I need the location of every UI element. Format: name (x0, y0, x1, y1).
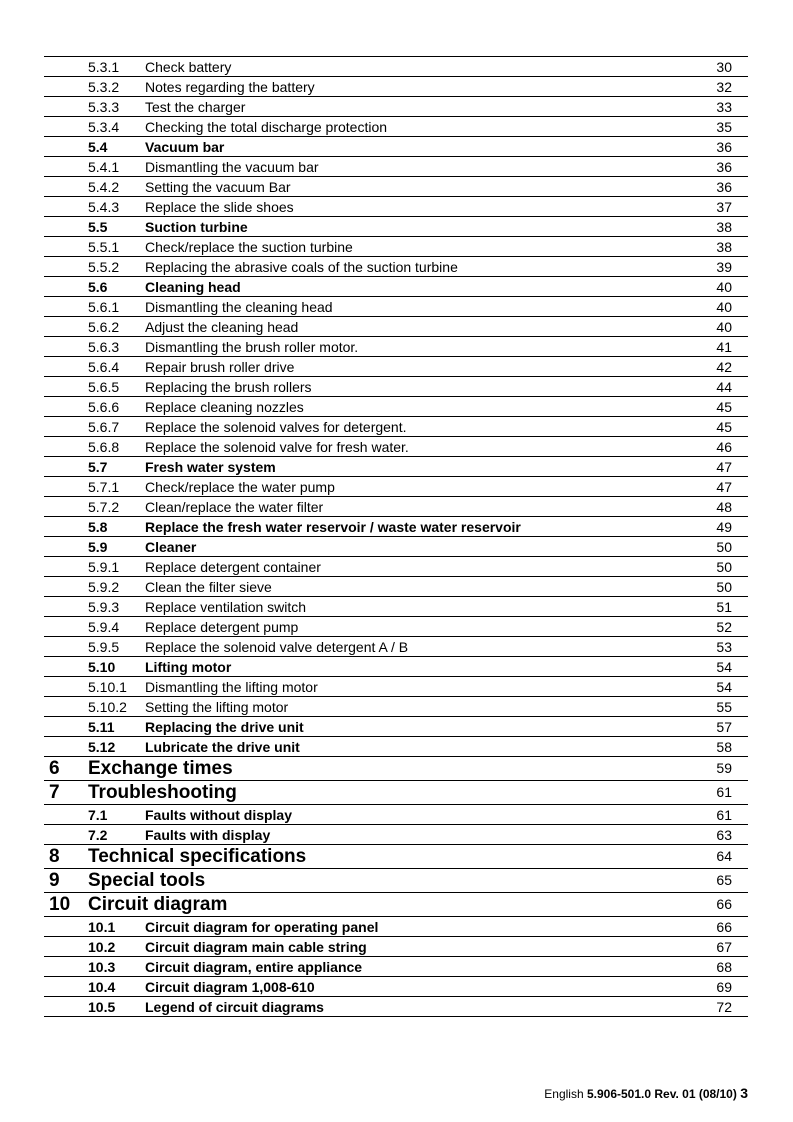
toc-entry[interactable] (44, 217, 748, 237)
toc-entry-page: 37 (716, 199, 732, 215)
toc-entry[interactable] (44, 417, 748, 437)
toc-entry-number: 5.9.1 (88, 559, 120, 575)
toc-entry-number: 5.7.1 (88, 479, 120, 495)
toc-entry[interactable] (44, 517, 748, 537)
toc-entry-page: 40 (716, 319, 732, 335)
toc-entry-page: 38 (716, 219, 732, 235)
toc-entry-title: Replacing the brush rollers (145, 379, 312, 395)
toc-entry-number: 5.9.2 (88, 579, 120, 595)
toc-entry[interactable] (44, 117, 748, 137)
toc-entry-number: 5.7.2 (88, 499, 120, 515)
toc-entry[interactable] (44, 257, 748, 277)
toc-entry-number: 5.6.4 (88, 359, 120, 375)
toc-entry-number: 7.2 (88, 827, 108, 843)
toc-entry-title: Test the charger (145, 99, 246, 115)
toc-entry-page: 57 (716, 719, 732, 735)
toc-entry-page: 48 (716, 499, 732, 515)
toc-entry[interactable] (44, 497, 748, 517)
toc-entry[interactable] (44, 805, 748, 825)
toc-entry-title: Replacing the abrasive coals of the suction turbine (145, 259, 458, 275)
toc-entry-page: 54 (716, 659, 732, 675)
toc-entry-page: 50 (716, 539, 732, 555)
toc-entry-page: 65 (716, 872, 732, 888)
toc-entry-title: Lifting motor (145, 659, 232, 675)
toc-entry[interactable] (44, 677, 748, 697)
toc-entry-title: Clean/replace the water filter (145, 499, 324, 515)
toc-entry[interactable] (44, 657, 748, 677)
toc-entry[interactable] (44, 697, 748, 717)
toc-entry[interactable] (44, 957, 748, 977)
toc-entry[interactable] (44, 397, 748, 417)
toc-entry[interactable] (44, 893, 748, 917)
toc-entry-number: 7.1 (88, 807, 108, 823)
toc-entry-number: 10 (49, 894, 71, 915)
toc-entry[interactable] (44, 97, 748, 117)
toc-entry-number: 5.6.2 (88, 319, 120, 335)
toc-entry-title: Replace cleaning nozzles (145, 399, 304, 415)
toc-entry-page: 66 (716, 896, 732, 912)
toc-entry-page: 44 (716, 379, 732, 395)
toc-entry-page: 52 (716, 619, 732, 635)
toc-entry-number: 5.4.3 (88, 199, 120, 215)
toc-entry-page: 30 (716, 59, 732, 75)
toc-entry-number: 5.7 (88, 459, 108, 475)
toc-entry[interactable] (44, 437, 748, 457)
toc-entry-title: Replace the solenoid valves for detergent. (145, 419, 407, 435)
toc-entry[interactable] (44, 537, 748, 557)
toc-entry[interactable] (44, 781, 748, 805)
toc-entry-number: 5.6.6 (88, 399, 120, 415)
toc-entry-title: Replace detergent container (145, 559, 321, 575)
footer-language: English (544, 1087, 584, 1101)
toc-entry-page: 69 (716, 979, 732, 995)
toc-entry-number: 5.5 (88, 219, 108, 235)
toc-entry-title: Replace the solenoid valve detergent A / B (145, 639, 409, 655)
toc-entry-title: Replace the slide shoes (145, 199, 294, 215)
toc-entry-title: Replace the fresh water reservoir / waste water reservoir (145, 519, 521, 535)
toc-entry-title: Replace ventilation switch (145, 599, 307, 615)
toc-entry-title: Cleaning head (145, 279, 241, 295)
toc-entry-number: 7 (49, 782, 60, 803)
toc-entry-page: 51 (716, 599, 732, 615)
toc-entry-title: Replacing the drive unit (145, 719, 304, 735)
footer-document-number: 5.906-501.0 Rev. 01 (08/10) (586, 1087, 737, 1101)
toc-entry-title: Troubleshooting (88, 782, 237, 803)
toc-entry-title: Circuit diagram for operating panel (145, 919, 379, 935)
toc-entry[interactable] (44, 577, 748, 597)
toc-entry-page: 45 (716, 399, 732, 415)
toc-entry-number: 6 (49, 758, 60, 779)
toc-entry-number: 5.6 (88, 279, 108, 295)
toc-entry-page: 68 (716, 959, 732, 975)
toc-entry-page: 35 (716, 119, 732, 135)
toc-entry[interactable] (44, 845, 748, 869)
toc-entry-page: 64 (716, 848, 732, 864)
toc-entry-title: Checking the total discharge protection (145, 119, 388, 135)
toc-entry[interactable] (44, 825, 748, 845)
toc-entry-title: Setting the lifting motor (145, 699, 289, 715)
toc-entry-title: Dismantling the cleaning head (145, 299, 333, 315)
toc-entry-title: Clean the filter sieve (145, 579, 272, 595)
toc-entry-title: Replace the solenoid valve for fresh water. (145, 439, 409, 455)
toc-entry-title: Fresh water system (145, 459, 276, 475)
toc-entry-number: 5.8 (88, 519, 108, 535)
toc-entry-title: Legend of circuit diagrams (145, 999, 324, 1015)
toc-entry-number: 5.11 (88, 719, 115, 735)
toc-entry[interactable] (44, 357, 748, 377)
toc-entry[interactable] (44, 869, 748, 893)
toc-entry-title: Dismantling the vacuum bar (145, 159, 319, 175)
toc-entry[interactable] (44, 337, 748, 357)
toc-entry-page: 61 (716, 807, 732, 823)
toc-entry[interactable] (44, 477, 748, 497)
toc-entry-title: Dismantling the lifting motor (145, 679, 318, 695)
table-of-contents (44, 56, 748, 1017)
toc-entry-title: Lubricate the drive unit (145, 739, 300, 755)
toc-entry-page: 72 (716, 999, 732, 1015)
toc-entry-title: Adjust the cleaning head (145, 319, 299, 335)
toc-entry-number: 10.4 (88, 979, 116, 995)
toc-entry-page: 58 (716, 739, 732, 755)
toc-entry-title: Suction turbine (145, 219, 248, 235)
toc-entry-page: 33 (716, 99, 732, 115)
toc-entry[interactable] (44, 77, 748, 97)
toc-entry-title: Replace detergent pump (145, 619, 299, 635)
footer-page-number: 3 (740, 1085, 748, 1101)
toc-entry[interactable] (44, 717, 748, 737)
toc-entry-number: 5.5.1 (88, 239, 120, 255)
toc-entry[interactable] (44, 297, 748, 317)
toc-entry-number: 5.6.5 (88, 379, 120, 395)
toc-entry-page: 67 (716, 939, 732, 955)
toc-entry[interactable] (44, 137, 748, 157)
toc-entry-page: 46 (716, 439, 732, 455)
toc-entry-title: Special tools (88, 870, 206, 891)
toc-entry[interactable] (44, 277, 748, 297)
toc-entry-number: 10.5 (88, 999, 116, 1015)
toc-entry-page: 63 (716, 827, 732, 843)
toc-entry[interactable] (44, 617, 748, 637)
toc-entry-page: 47 (716, 459, 732, 475)
toc-entry-number: 5.10.1 (88, 679, 127, 695)
toc-entry-number: 5.4.1 (88, 159, 120, 175)
toc-entry-title: Check/replace the suction turbine (145, 239, 353, 255)
toc-entry-number: 5.9.5 (88, 639, 120, 655)
toc-entry[interactable] (44, 597, 748, 617)
toc-entry[interactable] (44, 177, 748, 197)
toc-entry-title: Dismantling the brush roller motor. (145, 339, 359, 355)
toc-entry-number: 5.9 (88, 539, 108, 555)
toc-entry-page: 55 (716, 699, 732, 715)
toc-entry-title: Vacuum bar (145, 139, 225, 155)
toc-entry-number: 8 (49, 846, 60, 867)
toc-entry-page: 38 (716, 239, 732, 255)
toc-entry-number: 5.9.4 (88, 619, 120, 635)
toc-entry[interactable] (44, 457, 748, 477)
toc-entry-page: 47 (716, 479, 732, 495)
toc-entry-page: 61 (716, 784, 732, 800)
toc-entry-number: 5.4 (88, 139, 108, 155)
toc-entry-number: 10.1 (88, 919, 116, 935)
toc-entry[interactable] (44, 757, 748, 781)
toc-entry-title: Circuit diagram, entire appliance (145, 959, 363, 975)
toc-entry[interactable] (44, 197, 748, 217)
toc-entry-title: Notes regarding the battery (145, 79, 315, 95)
toc-entry[interactable] (44, 56, 748, 77)
toc-entry-number: 5.6.7 (88, 419, 120, 435)
toc-entry-title: Check/replace the water pump (145, 479, 335, 495)
toc-entry[interactable] (44, 377, 748, 397)
toc-entry-title: Circuit diagram 1,008-610 (145, 979, 315, 995)
toc-entry-number: 5.10.2 (88, 699, 127, 715)
toc-entry[interactable] (44, 237, 748, 257)
toc-entry-page: 66 (716, 919, 732, 935)
toc-entry-title: Technical specifications (88, 846, 307, 867)
toc-entry[interactable] (44, 637, 748, 657)
toc-entry-page: 50 (716, 559, 732, 575)
toc-entry-title: Setting the vacuum Bar (145, 179, 291, 195)
toc-entry-title: Faults with display (145, 827, 271, 843)
page-footer (544, 1085, 748, 1101)
toc-entry-page: 36 (716, 139, 732, 155)
toc-entry[interactable] (44, 937, 748, 957)
toc-entry-number: 5.10 (88, 659, 116, 675)
toc-entry-page: 40 (716, 299, 732, 315)
toc-entry-page: 54 (716, 679, 732, 695)
toc-entry-number: 5.9.3 (88, 599, 120, 615)
toc-entry-page: 40 (716, 279, 732, 295)
toc-entry[interactable] (44, 317, 748, 337)
toc-entry-number: 10.2 (88, 939, 116, 955)
toc-entry-page: 42 (716, 359, 732, 375)
toc-entry-number: 5.12 (88, 739, 116, 755)
toc-entry-number: 5.3.2 (88, 79, 120, 95)
toc-entry[interactable] (44, 557, 748, 577)
toc-entry-number: 5.3.1 (88, 59, 120, 75)
toc-entry-number: 5.6.3 (88, 339, 120, 355)
toc-entry-page: 41 (716, 339, 732, 355)
toc-entry-page: 36 (716, 179, 732, 195)
toc-entry-title: Check battery (145, 59, 232, 75)
toc-entry-page: 53 (716, 639, 732, 655)
toc-entry-number: 5.4.2 (88, 179, 120, 195)
toc-entry-number: 5.3.4 (88, 119, 120, 135)
toc-entry-page: 50 (716, 579, 732, 595)
toc-entry-title: Exchange times (88, 758, 233, 779)
toc-entry-page: 45 (716, 419, 732, 435)
toc-entry-title: Circuit diagram main cable string (145, 939, 367, 955)
toc-entry[interactable] (44, 997, 748, 1017)
toc-entry-page: 39 (716, 259, 732, 275)
toc-entry-number: 5.6.8 (88, 439, 120, 455)
toc-entry-number: 5.3.3 (88, 99, 120, 115)
toc-entry[interactable] (44, 977, 748, 997)
toc-entry-title: Repair brush roller drive (145, 359, 295, 375)
toc-entry-title: Faults without display (145, 807, 293, 823)
toc-entry[interactable] (44, 917, 748, 937)
toc-entry-number: 9 (49, 870, 60, 891)
toc-entry-number: 5.6.1 (88, 299, 120, 315)
toc-entry-page: 36 (716, 159, 732, 175)
toc-entry-page: 32 (716, 79, 732, 95)
toc-entry-title: Cleaner (145, 539, 197, 555)
toc-entry-title: Circuit diagram (88, 894, 228, 915)
toc-entry-number: 10.3 (88, 959, 116, 975)
toc-entry-page: 49 (716, 519, 732, 535)
toc-entry[interactable] (44, 737, 748, 757)
toc-entry[interactable] (44, 157, 748, 177)
toc-entry-number: 5.5.2 (88, 259, 120, 275)
toc-entry-page: 59 (716, 760, 732, 776)
